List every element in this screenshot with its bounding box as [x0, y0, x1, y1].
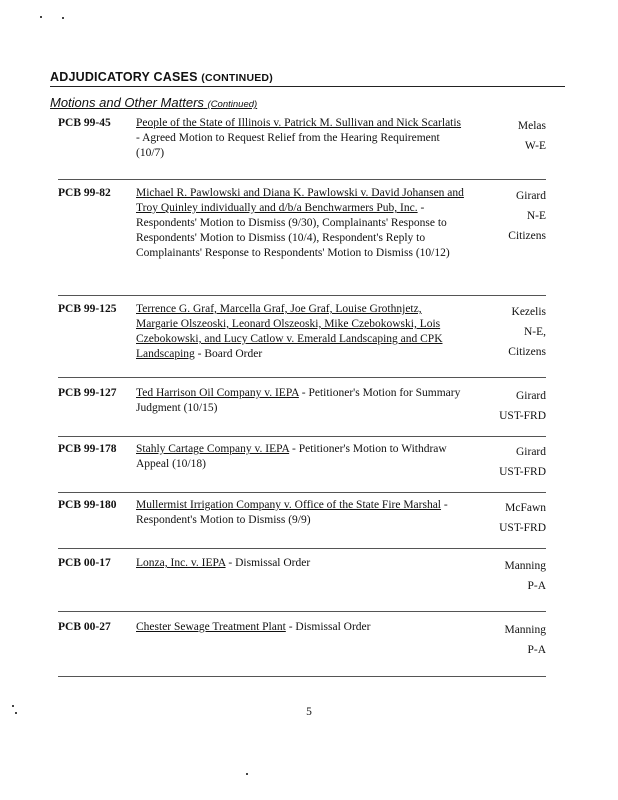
case-extra: Citizens: [508, 346, 546, 358]
case-detail: - Petitioner's Motion to Withdraw Appeal (10/18): [136, 443, 447, 470]
case-meta: [466, 186, 546, 246]
case-officer: Manning: [504, 560, 546, 572]
case-title: Chester Sewage Treatment Plant: [136, 621, 286, 633]
scan-speck: [62, 17, 64, 19]
case-divider: [58, 492, 546, 493]
case-divider: [58, 676, 546, 677]
case-description: [136, 386, 466, 416]
case-number: PCB 00-27: [58, 621, 111, 633]
scan-speck: [15, 712, 17, 714]
case-title: Ted Harrison Oil Company v. IEPA: [136, 387, 299, 399]
case-meta: [466, 556, 546, 596]
case-title: People of the State of Illinois v. Patrick M. Sullivan and Nick Scarlatis: [136, 117, 462, 129]
case-number: PCB 99-180: [58, 499, 117, 511]
case-officer: McFawn: [505, 502, 546, 514]
case-number: PCB 99-45: [58, 117, 111, 129]
case-officer: Girard: [515, 446, 546, 458]
case-detail: - Dismissal Order: [285, 621, 371, 633]
subsection-title: [50, 95, 257, 110]
case-detail: - Petitioner's Motion for Summary Judgment (10/15): [136, 387, 461, 414]
case-detail: - Dismissal Order: [225, 557, 311, 569]
scan-speck: [40, 16, 42, 18]
section-title-main: ADJUDICATORY CASES: [50, 70, 198, 84]
case-title: Lonza, Inc. v. IEPA: [136, 557, 226, 569]
case-description: [136, 186, 466, 261]
case-detail: - Respondent's Motion to Dismiss (9/9): [136, 499, 448, 526]
case-meta: [466, 386, 546, 426]
case-divider: [58, 436, 546, 437]
case-type: P-A: [527, 644, 546, 656]
section-title-suffix: (CONTINUED): [201, 72, 273, 84]
case-divider: [58, 548, 546, 549]
case-type: UST-FRD: [499, 466, 546, 478]
case-divider: [58, 377, 546, 378]
case-type: N-E,: [523, 326, 546, 338]
case-divider: [58, 179, 546, 180]
case-number: PCB 99-127: [58, 387, 117, 399]
case-officer: Kezelis: [511, 306, 546, 318]
case-title: Mullermist Irrigation Company v. Office of the State Fire Marshal: [136, 499, 442, 511]
case-meta: [466, 302, 546, 362]
case-meta: [466, 116, 546, 156]
case-officer: Girard: [515, 390, 546, 402]
page-number: 5: [306, 706, 312, 718]
case-number: PCB 00-17: [58, 557, 111, 569]
case-type: P-A: [527, 580, 546, 592]
case-meta: [466, 442, 546, 482]
case-type: UST-FRD: [499, 410, 546, 422]
case-description: [136, 498, 466, 528]
case-title: Stahly Cartage Company v. IEPA: [136, 443, 290, 455]
case-title: Michael R. Pawlowski and Diana K. Pawlowski v. David Johansen and Troy Quinley individually and d/b/a Benchwarmers Pub, Inc.: [136, 187, 464, 214]
case-divider: [58, 295, 546, 296]
case-divider: [58, 611, 546, 612]
case-title: Terrence G. Graf, Marcella Graf, Joe Graf, Louise Grothnjetz, Margarie Olszeoski, Leonard Olszeoski, Mike Czebokowski, Lois Czebokowski, and Lucy Catlow v. Emerald Landscaping and CPK Landscaping: [136, 303, 443, 360]
section-rule: [50, 86, 565, 87]
case-description: [136, 116, 466, 161]
case-extra: Citizens: [508, 230, 546, 242]
case-number: PCB 99-125: [58, 303, 117, 315]
case-type: W-E: [524, 140, 546, 152]
scan-speck: [12, 705, 14, 707]
case-officer: Manning: [504, 624, 546, 636]
case-number: PCB 99-82: [58, 187, 111, 199]
case-officer: Melas: [517, 120, 546, 132]
case-description: [136, 556, 466, 571]
case-description: [136, 302, 466, 362]
case-meta: [466, 620, 546, 660]
case-meta: [466, 498, 546, 538]
section-title: [50, 70, 273, 84]
case-detail: - Board Order: [194, 348, 263, 360]
subsection-title-main: Motions and Other Matters: [50, 95, 204, 110]
case-detail: - Agreed Motion to Request Relief from the Hearing Requirement (10/7): [136, 132, 440, 159]
case-detail: - Respondents' Motion to Dismiss (9/30), Complainants' Response to Respondents' Motion to Dismiss (10/4), Respondent's Reply to Complainants' Response to Respondents' Motion to Dismiss (10/12): [136, 202, 450, 259]
case-description: [136, 620, 466, 635]
case-type: N-E: [526, 210, 546, 222]
case-officer: Girard: [515, 190, 546, 202]
case-number: PCB 99-178: [58, 443, 117, 455]
case-type: UST-FRD: [499, 522, 546, 534]
subsection-title-suffix: (Continued): [207, 99, 258, 110]
case-description: [136, 442, 466, 472]
scan-speck: [246, 773, 248, 775]
